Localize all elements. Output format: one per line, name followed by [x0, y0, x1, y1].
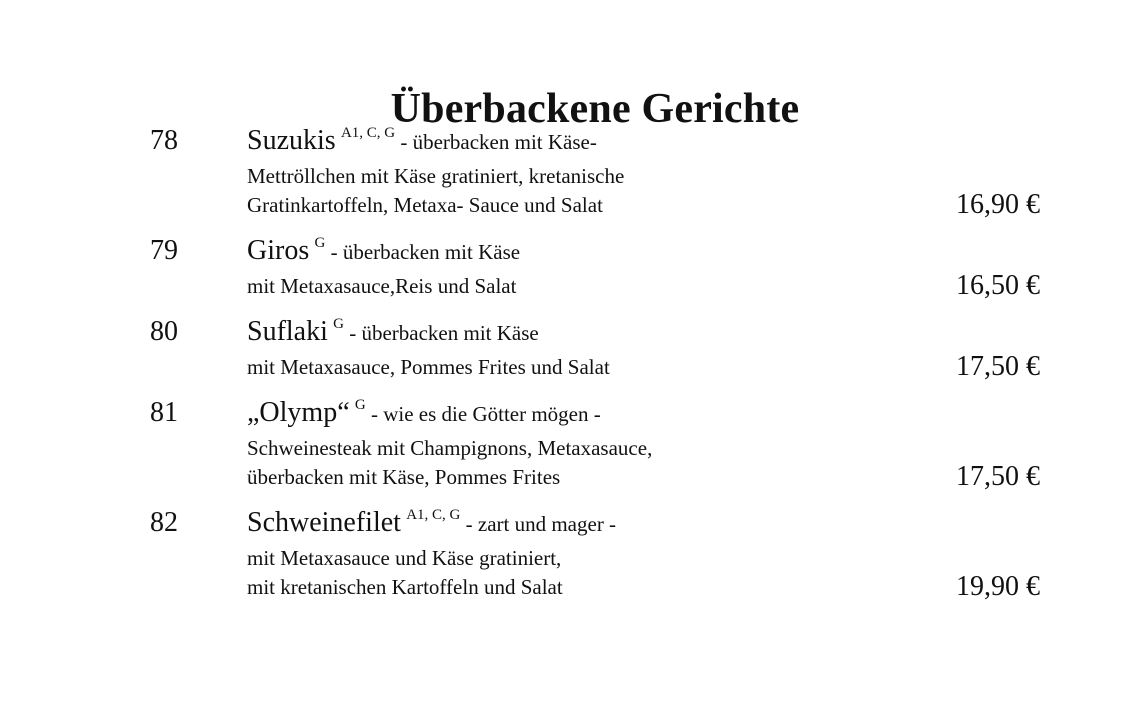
item-body: [247, 234, 847, 301]
item-allergens: G: [354, 397, 366, 413]
item-body: [247, 396, 847, 492]
item-price: 16,90 €: [956, 189, 1040, 220]
page-title: Überbackene Gerichte: [390, 86, 800, 133]
item-name: „Olymp“: [247, 397, 350, 428]
item-description-line: mit Metaxasauce,Reis und Salat: [247, 274, 517, 298]
menu-item: [150, 506, 1040, 602]
item-name: Suflaki: [247, 316, 328, 347]
item-headline: [247, 315, 847, 353]
item-description-line: überbacken mit Käse, Pommes Frites: [247, 465, 561, 489]
item-description-line: Mettröllchen mit Käse gratiniert, kretanische: [247, 164, 625, 188]
item-number: 82: [150, 507, 178, 538]
item-name: Schweinefilet: [247, 507, 401, 538]
item-number: 80: [150, 316, 178, 347]
item-tagline: - überbacken mit Käse-: [400, 130, 597, 154]
item-allergens: A1, C, G: [406, 507, 461, 523]
item-description-line: Schweinesteak mit Champignons, Metaxasauce,: [247, 436, 653, 460]
item-body: [247, 124, 847, 220]
item-price: 17,50 €: [956, 461, 1040, 492]
item-tagline: - überbacken mit Käse: [330, 240, 521, 264]
item-description-line: Gratinkartoffeln, Metaxa- Sauce und Salat: [247, 193, 603, 217]
item-headline: [247, 396, 847, 434]
item-number: 79: [150, 235, 178, 266]
menu-item: [150, 396, 1040, 492]
item-body: [247, 506, 847, 602]
item-number: 78: [150, 125, 178, 156]
item-allergens: A1, C, G: [340, 125, 396, 141]
item-allergens: G: [333, 316, 344, 332]
item-headline: [247, 124, 847, 162]
item-headline: [247, 234, 847, 272]
item-body: [247, 315, 847, 382]
item-price: 17,50 €: [956, 351, 1040, 382]
item-name: Giros: [247, 235, 310, 266]
item-tagline: - wie es die Götter mögen -: [370, 402, 601, 426]
menu-item: [150, 234, 1040, 301]
item-name: Suzukis: [247, 125, 336, 156]
item-description-line: mit Metaxasauce, Pommes Frites und Salat: [247, 355, 610, 379]
item-headline: [247, 506, 847, 544]
menu-item: [150, 124, 1040, 220]
item-number: 81: [150, 397, 178, 428]
item-description-line: mit kretanischen Kartoffeln und Salat: [247, 575, 563, 599]
item-price: 19,90 €: [956, 571, 1040, 602]
item-allergens: G: [314, 235, 326, 251]
item-price: 16,50 €: [956, 270, 1040, 301]
item-tagline: - überbacken mit Käse: [349, 321, 539, 345]
menu-list: [150, 124, 1040, 616]
item-tagline: - zart und mager -: [465, 512, 617, 536]
item-description-line: mit Metaxasauce und Käse gratiniert,: [247, 546, 562, 570]
menu-item: [150, 315, 1040, 382]
